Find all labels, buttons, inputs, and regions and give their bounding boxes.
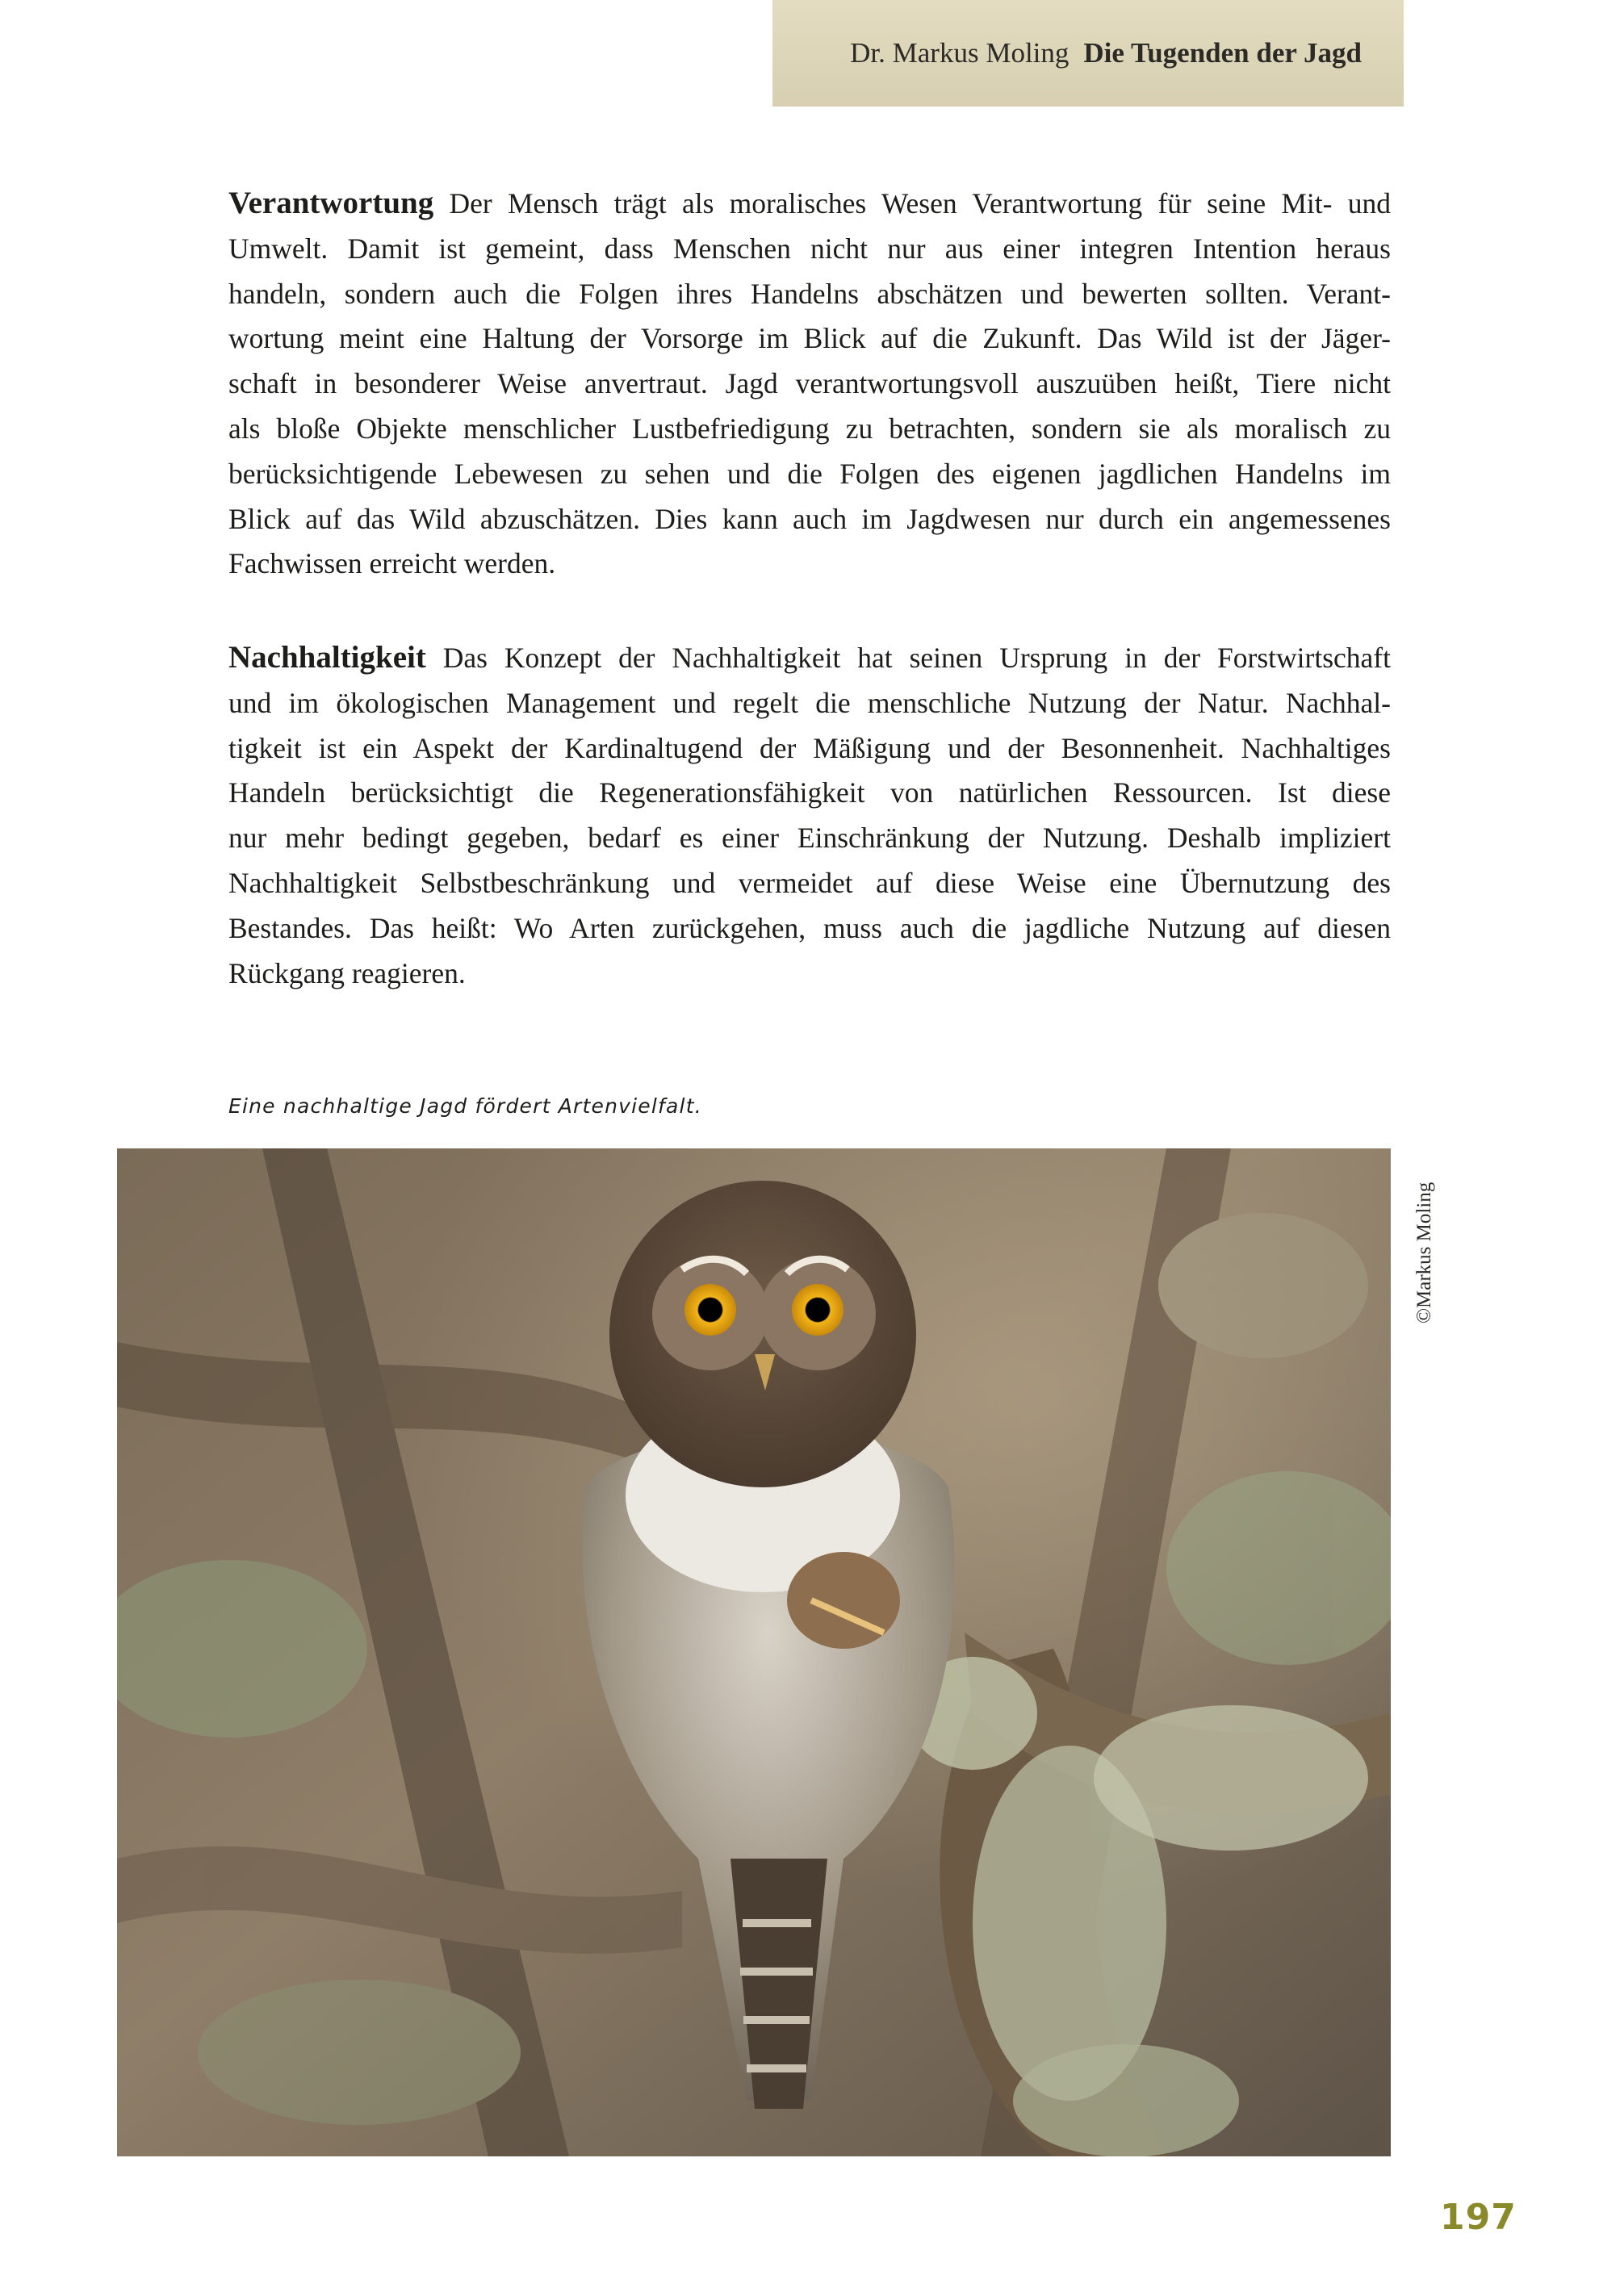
paragraph-line: berücksichtigende Lebewesen zu sehen und die Folgen des eigenen jagdlichen Handelns im: [228, 457, 1391, 490]
paragraph-term: Nachhaltigkeit: [228, 640, 426, 675]
paragraph-line: Umwelt. Damit ist gemeint, dass Menschen nicht nur aus einer integren Intention heraus: [228, 232, 1391, 265]
paragraph-line: tigkeit ist ein Aspekt der Kardinaltugend der Mäßigung und der Besonnenheit. Nachhaltiges: [228, 731, 1391, 764]
running-header: [772, 0, 1404, 107]
paragraph-term: Verantwortung: [228, 186, 434, 220]
photo-credit: [1409, 1146, 1441, 1324]
paragraph-nachhaltigkeit: [228, 635, 1391, 996]
paragraph-line: schaft in besonderer Weise anvertraut. Jagd verantwortungsvoll auszuüben heißt, Tiere nicht: [228, 367, 1391, 400]
paragraph-last-line: Rückgang reagieren.: [228, 956, 466, 989]
page-number: 197: [1440, 2197, 1517, 2238]
paragraph-line: Handeln berücksichtigt die Regenerationsfähigkeit von natürlichen Ressourcen. Ist diese: [228, 776, 1391, 809]
paragraph-line: und im ökologischen Management und regelt die menschliche Nutzung der Natur. Nachhal-: [228, 686, 1391, 719]
paragraph-line: nur mehr bedingt gegeben, bedarf es einer Einschränkung der Nutzung. Deshalb impliziert: [228, 822, 1391, 855]
paragraph-last-line: Fachwissen erreicht werden.: [228, 547, 556, 580]
owl-photo: [117, 1148, 1391, 2156]
paragraph-first-line: [228, 635, 1391, 681]
paragraph-line: wortung meint eine Haltung der Vorsorge im Blick auf die Zukunft. Das Wild ist der Jäger-: [228, 322, 1391, 355]
paragraph-first-line: [228, 181, 1391, 227]
figure-caption: Eine nachhaltige Jagd fördert Artenvielfalt.: [228, 1094, 702, 1118]
paragraph-line: Blick auf das Wild abzuschätzen. Dies kann auch im Jagdwesen nur durch ein angemessenes: [228, 502, 1391, 535]
paragraph-line: als bloße Objekte menschlicher Lustbefriedigung zu betrachten, sondern sie als moralisch zu: [228, 412, 1391, 445]
paragraph-line: Nachhaltigkeit Selbstbeschränkung und vermeidet auf diese Weise eine Übernutzung des: [228, 866, 1391, 899]
paragraph-text: Der Mensch trägt als moralisches Wesen Verantwortung für seine Mit- und: [433, 187, 1391, 220]
paragraph-verantwortung: [228, 181, 1391, 587]
paragraph-text: Das Konzept der Nachhaltigkeit hat seinen Ursprung in der Forstwirtschaft: [425, 642, 1391, 674]
owl-left-eye: [684, 1284, 736, 1336]
paragraph-line: Bestandes. Das heißt: Wo Arten zurückgehen, muss auch die jagdliche Nutzung auf diesen: [228, 911, 1391, 944]
header-book-title: Die Tugenden der Jagd: [1083, 37, 1362, 69]
owl-right-eye: [792, 1284, 843, 1336]
paragraph-line: handeln, sondern auch die Folgen ihres Handelns abschätzen und bewerten sollten. Verant-: [228, 277, 1391, 310]
photo-credit-text: ©Markus Moling: [1413, 1181, 1435, 1324]
header-author: Dr. Markus Moling: [850, 37, 1070, 69]
